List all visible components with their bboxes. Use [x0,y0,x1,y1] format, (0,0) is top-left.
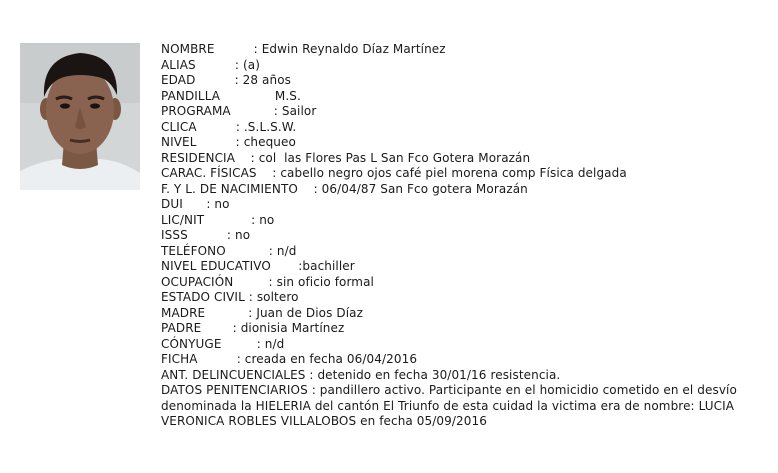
mugshot-image [20,43,140,190]
field-datos-penitenciarios: DATOS PENITENCIARIOS : pandillero activo. Participante en el homicidio cometido en el desvío denominada la HIELERIA del cantón El Triunfo de esta cuidad la victima era de nombre: LUCIA VERONICA ROBLES VILLALOBOS en fecha 05/09/2016 [161,383,737,428]
field-nombre: NOMBRE : Edwin Reynaldo Díaz Martínez [161,42,446,56]
field-carac-fisicas: CARAC. FÍSICAS : cabello negro ojos café piel morena comp Física delgada [161,166,627,180]
field-estado-civil: ESTADO CIVIL : soltero [161,290,299,304]
field-programa: PROGRAMA : Sailor [161,104,317,118]
mugshot-photo [20,43,140,190]
field-nivel-educativo: NIVEL EDUCATIVO :bachiller [161,259,355,273]
field-dui: DUI : no [161,197,230,211]
field-isss: ISSS : no [161,228,251,242]
field-edad: EDAD : 28 años [161,73,291,87]
field-padre: PADRE : dionisia Martínez [161,321,345,335]
field-ocupacion: OCUPACIÓN : sin oficio formal [161,274,374,289]
field-clica: CLICA : .S.L.S.W. [161,119,297,134]
field-residencia: RESIDENCIA : col las Flores Pas L San Fco Gotera Morazán [161,150,531,165]
field-nivel: NIVEL : chequeo [161,135,296,149]
field-pandilla: PANDILLA M.S. [161,88,301,103]
inmate-record [161,42,761,430]
field-fecha-lugar-nacimiento: F. Y L. DE NACIMIENTO : 06/04/87 San Fco gotera Morazán [161,181,528,196]
field-telefono: TELÉFONO : n/d [161,243,297,258]
field-madre: MADRE : Juan de Dios Díaz [161,305,363,320]
field-ant-delincuenciales: ANT. DELINCUENCIALES : detenido en fecha 30/01/16 resistencia. [161,367,561,382]
field-lic-nit: LIC/NIT : no [161,212,275,227]
field-ficha: FICHA : creada en fecha 06/04/2016 [161,352,418,366]
field-conyuge: CÓNYUGE : n/d [161,336,285,351]
field-alias: ALIAS : (a) [161,57,260,72]
